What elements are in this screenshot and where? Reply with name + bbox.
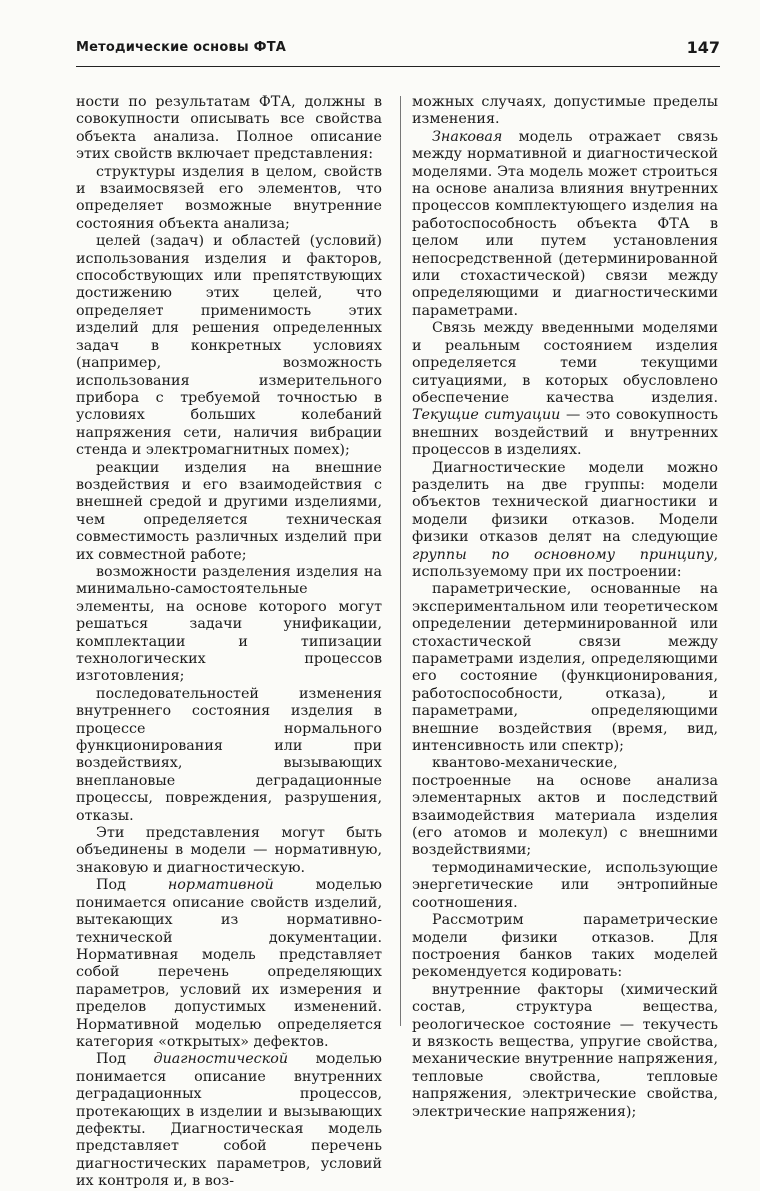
- paragraph: Эти представления могут быть объединены в модели — нормативную, знаковую и диагностическую.: [76, 825, 382, 876]
- paragraph: Под диагностической моделью понимается описание внутренних деградационных процессов, протекающих в изделии и вызывающих дефекты. Диагностическая модель представляет собой перечень диагностических параметров, условий их контроля и, в воз-: [76, 1051, 382, 1190]
- paragraph: Диагностические модели можно разделить на две группы: модели объектов технической диагностики и модели физики отказов. Модели физики отказов делят на следующие группы по основному принципу, используемому при их построении:: [412, 459, 718, 580]
- paragraph: Связь между введенными моделями и реальным состоянием изделия определяется теми текущими ситуациями, в которых обусловлено обеспечение качества изделия. Текущие ситуации — это совокупность внешних воздействий и внутренних процессов в изделиях.: [412, 320, 718, 459]
- paragraph: Под нормативной моделью понимается описание свойств изделий, вытекающих из нормативно-технической документации. Нормативная модель представляет собой перечень определяющих параметров, условий их измерения и пределов допустимых изменений. Нормативной моделью определяется категория «открытых» дефектов.: [76, 877, 382, 1050]
- running-header: [76, 36, 720, 67]
- list-item: структуры изделия в целом, свойств и взаимосвязей его элементов, что определяет возможные внутренние состояния объекта анализа;: [76, 163, 382, 232]
- paragraph: ности по результатам ФТА, должны в совокупности описывать все свойства объекта анализа. Полное описание этих свойств включает представления:: [76, 94, 382, 163]
- list-item: возможности разделения изделия на минимально-самостоятельные элементы, на основе которого могут решаться задачи унификации, комплектации и типизации технологических процессов изготовления;: [76, 563, 382, 685]
- page-number: 147: [686, 38, 720, 57]
- list-item: целей (задач) и областей (условий) использования изделия и факторов, способствующих или препятствующих достижению этих целей, что определяет применимость этих изделий для решения определенных задач в конкретных условиях (например, возможность использования измерительного прибора с требуемой точностью в условиях больших колебаний напряжения сети, наличия вибрации стенда и электромагнитных помех);: [76, 233, 382, 459]
- list-item: внутренние факторы (химический состав, структура вещества, реологическое состояние — текучесть и вязкость вещества, упругие свойства, механические внутренние напряжения, тепловые свойства, тепловые напряжения, электрические свойства, электрические напряжения);: [412, 981, 718, 1120]
- list-item: последовательностей изменения внутреннего состояния изделия в процессе нормального функционирования или при воздействиях, вызывающих внеплановые деградационные процессы, повреждения, разрушения, отказы.: [76, 685, 382, 824]
- paragraph: Рассмотрим параметрические модели физики отказов. Для построения банков таких моделей рекомендуется кодировать:: [412, 912, 718, 981]
- list-item: термодинамические, использующие энергетические или энтропийные соотношения.: [412, 859, 718, 911]
- right-text-column: [412, 94, 718, 1121]
- list-item: реакции изделия на внешние воздействия и его взаимодействия с внешней средой и другими изделиями, чем определяется техническая совместимость различных изделий при их совместной работе;: [76, 459, 382, 563]
- column-divider: [400, 96, 401, 1026]
- running-head-title: Методические основы ФТА: [76, 40, 287, 55]
- paragraph: Знаковая модель отражает связь между нормативной и диагностической моделями. Эта модель может строиться на основе анализа влияния внутренних процессов комплектующего изделия на работоспособность объекта ФТА в целом или путем установления непосредственной (детерминированной или стохастической) связи между определяющими и диагностическими параметрами.: [412, 128, 718, 319]
- list-item: параметрические, основанные на экспериментальном или теоретическом определении детерминированной или стохастической связи между параметрами изделия, определяющими его состояние (функционирования, работоспособности, отказа), и параметрами, определяющими внешние воздействия (время, вид, интенсивность или спектр);: [412, 581, 718, 755]
- paragraph: можных случаях, допустимые пределы изменения.: [412, 94, 718, 128]
- left-text-column: [76, 94, 382, 1191]
- list-item: квантово-механические, построенные на основе анализа элементарных актов и последствий взаимодействия материала изделия (его атомов и молекул) с внешними воздействиями;: [412, 755, 718, 859]
